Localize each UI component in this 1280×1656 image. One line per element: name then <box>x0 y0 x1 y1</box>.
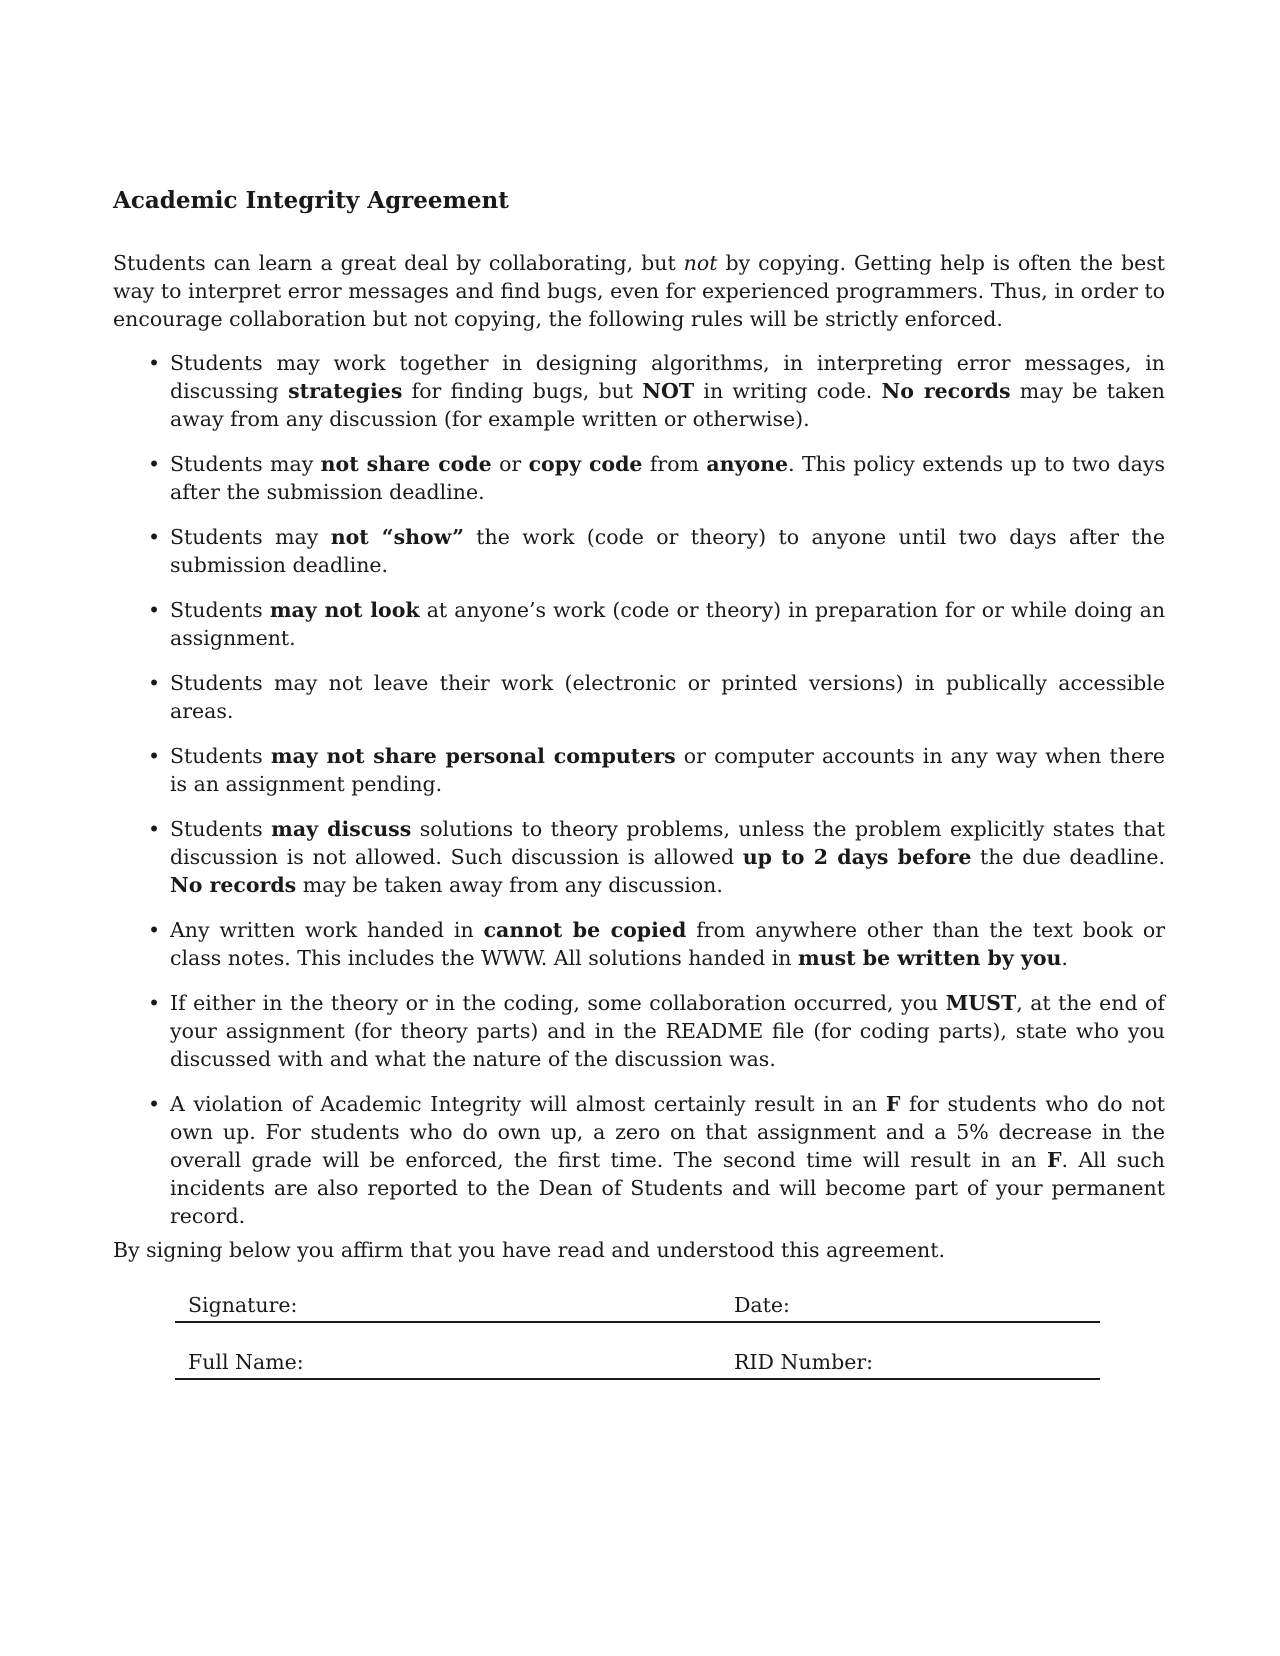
list-item: • Students may not share personal computers or computer accounts in any way when there is an assignment pending. <box>148 744 1166 796</box>
bullet-icon: • <box>148 525 161 549</box>
list-item: • If either in the theory or in the coding, some collaboration occurred, you MUST, at the end of your assignment (for theory parts) and in the README file (for coding parts), state who you discussed with and what the nature of the discussion was. <box>148 991 1165 1071</box>
closing-statement: By signing below you affirm that you have read and understood this agreement. <box>113 1238 946 1262</box>
bullet-icon: • <box>148 598 161 622</box>
rid-number-label: RID Number: <box>734 1350 874 1374</box>
bullet-icon: • <box>148 671 161 695</box>
bullet-icon: • <box>148 351 161 375</box>
bullet-icon: • <box>148 991 161 1015</box>
list-item: • Students may not look at anyone’s work (code or theory) in preparation for or while doing an assignment. <box>148 598 1166 650</box>
list-item: • Students may not leave their work (electronic or printed versions) in publically accessible areas. <box>148 671 1165 723</box>
list-item: • Students may not “show” the work (code or theory) to anyone until two days after the submission deadline. <box>148 525 1165 577</box>
bullet-icon: • <box>148 817 161 841</box>
list-item: • Students may discuss solutions to theory problems, unless the problem explicitly states that discussion is not allowed. Such discussion is allowed up to 2 days before the due deadline. No records may be taken away from any discussion. <box>148 817 1165 897</box>
list-item: • A violation of Academic Integrity will almost certainly result in an F for students who do not own up. For students who do own up, a zero on that assignment and a 5% decrease in the overall grade will be enforced, the first time. The second time will result in an F. All such incidents are also reported to the Dean of Students and will become part of your permanent record. <box>148 1092 1166 1228</box>
bullet-icon: • <box>148 1092 161 1116</box>
list-item: • Students may not share code or copy code from anyone. This policy extends up to two days after the submission deadline. <box>148 452 1165 504</box>
signature-block <box>175 1284 1100 1398</box>
agreement-body <box>113 186 1165 1264</box>
date-label: Date: <box>734 1293 790 1317</box>
list-item: • Any written work handed in cannot be copied from anywhere other than the text book or class notes. This includes the WWW. All solutions handed in must be written by you. <box>148 918 1165 970</box>
list-item: • Students may work together in designing algorithms, in interpreting error messages, in discussing strategies for finding bugs, but NOT in writing code. No records may be taken away from any discussion (for example written or otherwise). <box>148 351 1165 431</box>
name-rid-line[interactable] <box>175 1341 1100 1380</box>
intro-paragraph: Students can learn a great deal by collaborating, but not by copying. Getting help is often the best way to interpret error messages and find bugs, even for experienced programmers. Thus, in order to encourage collaboration but not copying, the following rules will be strictly enforced. <box>113 251 1165 331</box>
bullet-icon: • <box>148 452 161 476</box>
bullet-icon: • <box>148 918 161 942</box>
bullet-icon: • <box>148 744 161 768</box>
rules-list <box>113 349 1165 1230</box>
signature-label: Signature: <box>188 1293 298 1317</box>
signature-date-line[interactable] <box>175 1284 1100 1323</box>
full-name-label: Full Name: <box>188 1350 304 1374</box>
page-title: Academic Integrity Agreement <box>113 187 509 214</box>
